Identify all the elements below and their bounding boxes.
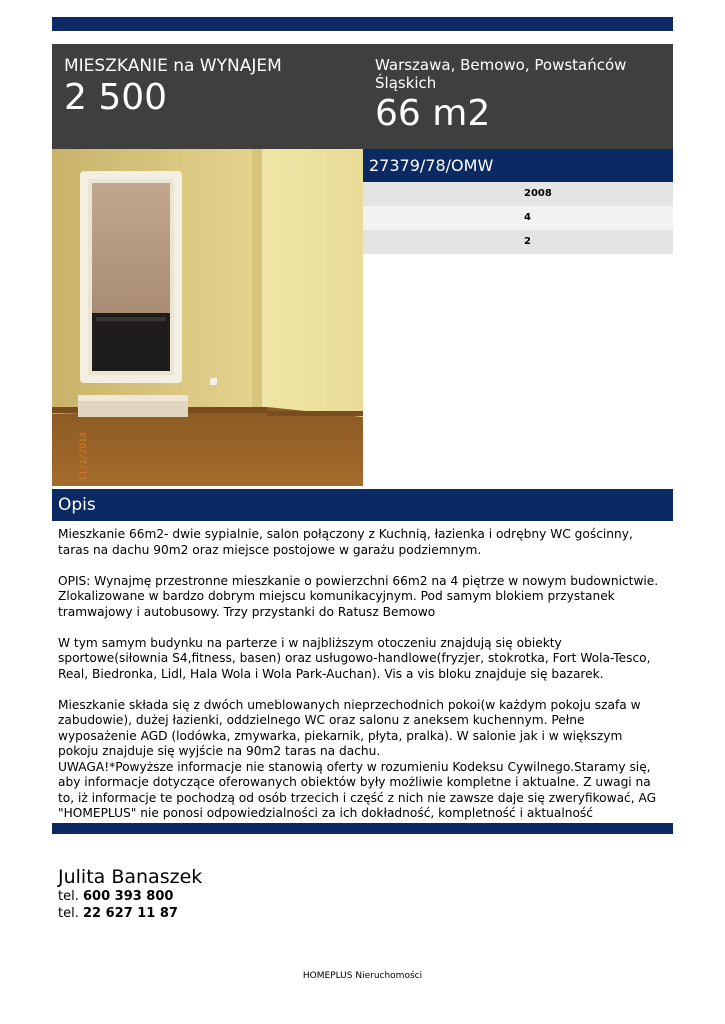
area: 66 m2: [375, 93, 491, 134]
detail-value: 4: [524, 212, 531, 223]
detail-row: [363, 182, 673, 206]
detail-value: 2008: [524, 188, 552, 199]
reference-bar: [363, 149, 673, 182]
phone-prefix: tel.: [58, 889, 79, 904]
description-heading-bar: [52, 489, 673, 521]
phone-line: [58, 905, 202, 922]
phone-line: [58, 888, 202, 905]
offer-type: MIESZKANIE na WYNAJEM: [64, 56, 282, 76]
photo-date-stamp: 11/1/2014: [79, 432, 89, 481]
header-right: [375, 56, 665, 134]
phone-number-mobile[interactable]: 600 393 800: [82, 889, 174, 904]
bottom-decorative-bar: [52, 823, 673, 834]
listing-header: [52, 44, 673, 149]
disclaimer-paragraph: UWAGA!*Powyższe informacje nie stanowią oferty w rozumieniu Kodeksu Cywilnego.Staramy się, aby informacje dotyczące oferowanych obiektów były możliwie kompletne i aktualne. Z uwagi na to, iż informacje te pochodzą od osób trzecich i część z nich nie zawsze daje się zweryfikować, AG "HOMEPLUS" nie ponosi odpowiedzialności za ich dokładność, kompletność i aktualność: [58, 759, 657, 820]
price: 2 500: [64, 77, 168, 118]
phone-prefix: tel.: [58, 906, 79, 921]
top-decorative-bar: [52, 17, 673, 31]
location: Warszawa, Bemowo, Powstańców Śląskich: [375, 56, 627, 92]
header-left: [64, 56, 354, 118]
description-paragraph: OPIS: Wynajmę przestronne mieszkanie o powierzchni 66m2 na 4 piętrze w nowym budownictwie. Zlokalizowane w bardzo dobrym miejscu komunikacyjnym. Pod samym blokiem przystanek tramwajowy i autobusowy. Trzy przystanki do Ratusz Bemowo: [58, 573, 659, 619]
contact-block: [58, 866, 202, 922]
agent-name: Julita Banaszek: [58, 866, 203, 888]
description-paragraph: Mieszkanie składa się z dwóch umeblowanych nieprzechodnich pokoi(w każdym pokoju szafa w zabudowie), dużej łazienki, oddzielnego WC oraz salonu z aneksem kuchennym. Pełne wyposażenie AGD (lodówka, zmywarka, piekarnik, płyta, pralka). W salonie jak i w większym pokoju znajduje się wyjście na 90m2 taras na dachu.: [58, 697, 641, 758]
description-body: [58, 527, 662, 822]
description-heading: Opis: [58, 495, 96, 515]
description-paragraph: Mieszkanie 66m2- dwie sypialnie, salon połączony z Kuchnią, łazienka i odrębny WC gościnny, taras na dachu 90m2 oraz miejsce postojowe w garażu podziemnym.: [58, 527, 633, 557]
phone-number-landline[interactable]: 22 627 11 87: [82, 906, 178, 921]
reference-number: 27379/78/OMW: [369, 156, 494, 175]
detail-value: 2: [524, 236, 531, 247]
description-paragraph: W tym samym budynku na parterze i w najbliższym otoczeniu znajdują się obiekty sportowe(siłownia S4,fitness, basen) oraz usługowo-handlowe(fryzjer, stokrotka, Fort Wola-Tesco, Real, Biedronka, Lidl, Hala Wola i Wola Park-Auchan). Vis a vis bloku znajduje się bazarek.: [58, 635, 651, 681]
detail-row: [363, 206, 673, 230]
property-photo: [52, 149, 363, 486]
footer-company: HOMEPLUS Nieruchomości: [302, 971, 423, 981]
detail-row: [363, 230, 673, 254]
